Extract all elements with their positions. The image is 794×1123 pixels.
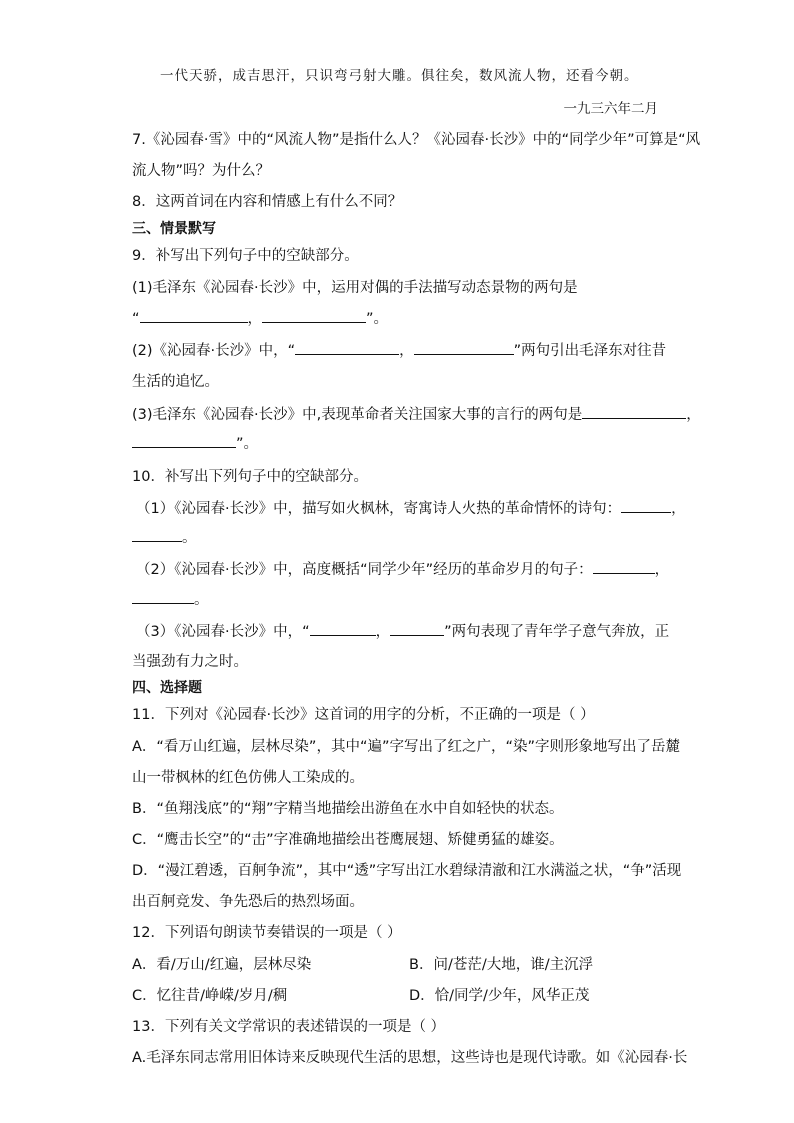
- blank-field[interactable]: [132, 589, 194, 604]
- blank-field[interactable]: [414, 340, 514, 355]
- question-12-option-b[interactable]: B．问/苍茫/大地，谁/主沉浮: [409, 957, 594, 973]
- blank-field[interactable]: [582, 404, 686, 419]
- part-2-prefix: (2)《沁园春·长沙》中，“: [132, 343, 296, 359]
- separator-comma: ，: [247, 311, 263, 327]
- blank-field[interactable]: [262, 308, 366, 323]
- question-9-part-3-line-1: [132, 403, 701, 424]
- part-3-prefix: （3）《沁园春·长沙》中，“: [136, 624, 310, 640]
- section-4-heading: 四、选择题: [132, 680, 202, 696]
- question-9-stem: 9．补写出下列句子中的空缺部分。: [132, 248, 359, 264]
- blank-field[interactable]: [140, 308, 248, 323]
- question-8: 8．这两首词在内容和情感上有什么不同？: [132, 194, 403, 210]
- question-11-option-a-line-2[interactable]: 山一带枫林的红色仿佛人工染成的。: [132, 770, 364, 786]
- end-mark: 。: [194, 592, 209, 608]
- part-3-text: (3)毛泽东《沁园春·长沙》中,表现革命者关注国家大事的言行的两句是: [132, 407, 583, 423]
- end-mark: 。: [182, 530, 197, 546]
- question-12-stem: 12．下列语句朗读节奏错误的一项是（ ）: [132, 925, 402, 941]
- question-9-part-3-line-2: [132, 432, 258, 453]
- part-2-suffix: ”两句引出毛泽东对往昔: [513, 343, 667, 359]
- question-10-part-2-line-2: [132, 588, 209, 609]
- question-11-option-a-line-1[interactable]: A．“看万山红遍，层林尽染”，其中“遍”字写出了红之广，“染”字则形象地写出了岳麓: [132, 739, 680, 755]
- separator-comma: ，: [375, 624, 391, 640]
- separator-comma: ，: [671, 501, 686, 517]
- blank-field[interactable]: [295, 340, 399, 355]
- blank-field[interactable]: [593, 559, 655, 574]
- question-9-part-1-line-1: (1)毛泽东《沁园春·长沙》中，运用对偶的手法描写动态景物的两句是: [132, 280, 578, 296]
- question-10-stem: 10．补写出下列句子中的空缺部分。: [132, 469, 368, 485]
- part-1-text: （1）《沁园春·长沙》中，描写如火枫林，寄寓诗人火热的革命情怀的诗句：: [136, 501, 622, 517]
- question-10-part-1-line-1: [136, 497, 686, 518]
- section-3-heading: 三、情景默写: [132, 221, 216, 237]
- question-11-stem: 11．下列对《沁园春·长沙》这首词的用字的分析，不正确的一项是（ ）: [132, 707, 595, 723]
- question-7-line-1: 7.《沁园春·雪》中的“风流人物”是指什么人？《沁园春·长沙》中的“同学少年”可算是“风: [132, 132, 701, 148]
- blank-field[interactable]: [132, 527, 182, 542]
- blank-field[interactable]: [390, 621, 444, 636]
- blank-field[interactable]: [621, 498, 671, 513]
- question-9-part-1-line-2: [132, 307, 388, 328]
- question-12-option-d[interactable]: D．恰/同学/少年，风华正茂: [409, 988, 590, 1004]
- question-13-stem: 13．下列有关文学常识的表述错误的一项是（ ）: [132, 1019, 446, 1035]
- question-11-option-d-line-2[interactable]: 出百舸竞发、争先恐后的热烈场面。: [132, 894, 364, 910]
- close-quote: ”。: [236, 436, 259, 452]
- poem-closing-lines: 一代天骄，成吉思汗，只识弯弓射大雕。俱往矣，数风流人物，还看今朝。: [160, 68, 639, 84]
- question-10-part-1-line-2: [132, 526, 197, 547]
- poem-date: 一九三六年二月: [563, 101, 658, 117]
- separator-comma: ，: [654, 562, 670, 578]
- open-quote: “: [132, 311, 140, 327]
- part-3-suffix: ”两句表现了青年学子意气奔放，正: [444, 624, 670, 640]
- close-quote: ”。: [366, 311, 389, 327]
- blank-field[interactable]: [310, 621, 376, 636]
- separator-comma: ，: [686, 407, 701, 423]
- blank-field[interactable]: [132, 433, 236, 448]
- question-12-option-c[interactable]: C．忆往昔/峥嵘/岁月/稠: [132, 988, 288, 1004]
- question-10-part-3-line-2: 当强劲有力之时。: [132, 654, 248, 670]
- question-13-option-a-line-1[interactable]: A.毛泽东同志常用旧体诗来反映现代生活的思想，这些诗也是现代诗歌。如《沁园春·长: [132, 1050, 688, 1066]
- part-2-text: （2）《沁园春·长沙》中，高度概括“同学少年”经历的革命岁月的句子：: [136, 562, 593, 578]
- question-9-part-2-line-1: [132, 339, 666, 360]
- separator-comma: ，: [399, 343, 414, 359]
- question-10-part-2-line-1: [136, 558, 669, 579]
- question-11-option-b[interactable]: B．“鱼翔浅底”的“翔”字精当地描绘出游鱼在水中自如轻快的状态。: [132, 801, 564, 817]
- question-10-part-3-line-1: [136, 620, 669, 641]
- question-11-option-d-line-1[interactable]: D．“漫江碧透，百舸争流”，其中“透”字写出江水碧绿清澈和江水满溢之状，“争”活现: [132, 863, 682, 879]
- question-7-line-2: 流人物”吗？为什么？: [132, 163, 271, 179]
- question-12-option-a[interactable]: A．看/万山/红遍，层林尽染: [132, 957, 312, 973]
- question-11-option-c[interactable]: C．“鹰击长空”的“击”字准确地描绘出苍鹰展翅、矫健勇猛的雄姿。: [132, 832, 564, 848]
- question-9-part-2-line-2: 生活的追忆。: [132, 374, 219, 390]
